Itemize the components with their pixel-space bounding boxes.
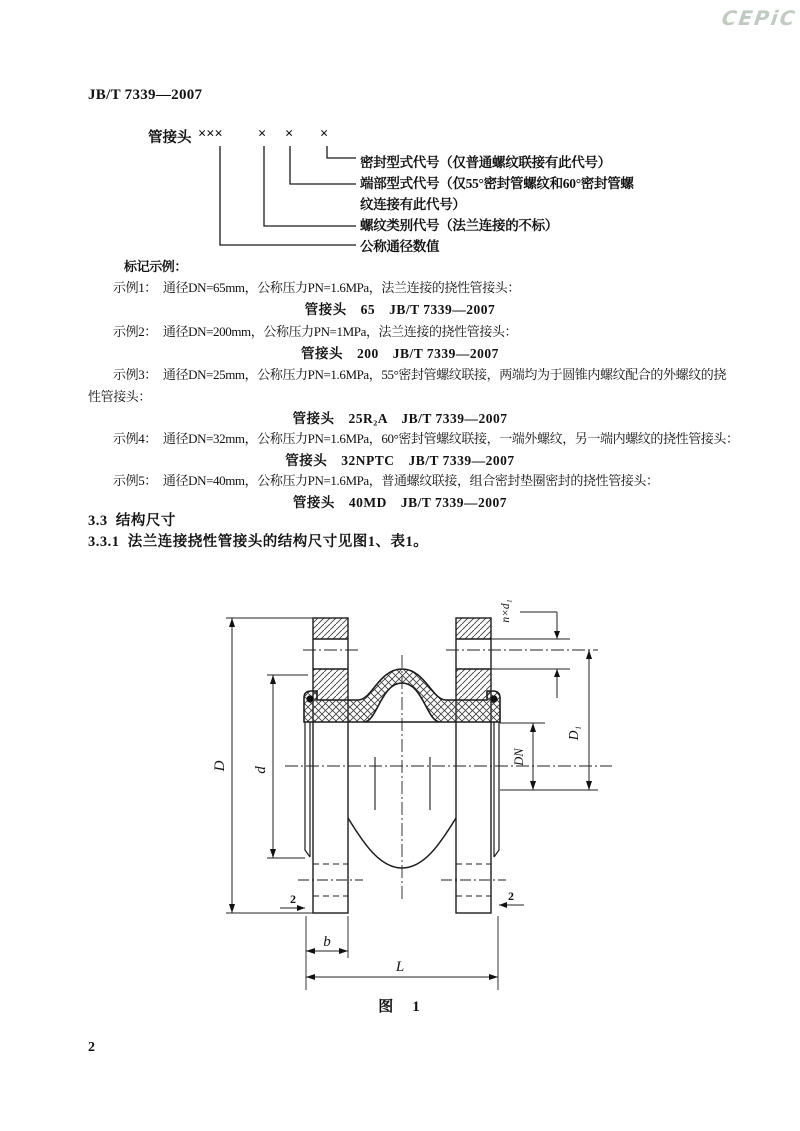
designation-code-group-3: × xyxy=(285,126,294,142)
cepic-watermark: CEPiC xyxy=(720,6,799,30)
example-1-text: 通径DN=65mm，公称压力PN=1.6MPa，法兰连接的挠性管接头： xyxy=(162,280,520,295)
example-1-mark: 管接头 65 JB/T 7339—2007 xyxy=(304,302,496,317)
example-2-label: 示例2： xyxy=(113,324,157,339)
example-2-text: 通径DN=200mm，公称压力PN=1MPa，法兰连接的挠性管接头： xyxy=(162,324,518,339)
callout-nominal-diameter: 公称通径数值 xyxy=(360,239,440,254)
example-3-desc xyxy=(113,364,726,383)
example-1-label: 示例1： xyxy=(113,280,157,295)
subsection-heading xyxy=(88,530,428,551)
designation-prefix: 管接头 xyxy=(148,130,192,146)
section-heading xyxy=(88,509,176,530)
example-2-mark: 管接头 200 JB/T 7339—2007 xyxy=(301,346,499,361)
seal-bead-left xyxy=(306,695,313,702)
example-3-label: 示例3： xyxy=(113,367,157,382)
example-1-desc xyxy=(113,277,520,296)
coupling-cross-section xyxy=(212,599,612,990)
extension-lines xyxy=(226,612,598,990)
figure-caption: 图 1 xyxy=(378,999,422,1015)
dim-label-D1: D₁ xyxy=(566,725,581,741)
example-3-mark: 管接头 25R₂A JB/T 7339—2007 xyxy=(292,411,508,426)
dim-label-n-d1: n×d₁ xyxy=(500,599,512,623)
callout-thread-class: 螺纹类别代号（法兰连接的不标） xyxy=(360,218,558,233)
dim-label-b: b xyxy=(323,934,331,950)
example-5-text: 通径DN=40mm，公称压力PN=1.6MPa，普通螺纹联接，组合密封垫圈密封的挠性管接头： xyxy=(162,473,659,488)
subsection-text: 法兰连接挠性管接头的结构尺寸见图1、表1。 xyxy=(127,534,429,550)
dim-label-DN: DN xyxy=(512,748,526,766)
standard-code: JB/T 7339—2007 xyxy=(88,87,203,103)
example-2-desc xyxy=(113,321,517,340)
seal-bead-right xyxy=(490,695,497,702)
section-number: 3.3 xyxy=(88,513,108,529)
centerlines xyxy=(285,650,612,900)
dimension-arrows xyxy=(229,618,592,980)
flange-section-hatch xyxy=(313,618,491,700)
designation-code-group-2: × xyxy=(258,126,267,142)
example-5-mark: 管接头 40MD JB/T 7339—2007 xyxy=(292,495,508,510)
examples-heading: 标记示例： xyxy=(124,259,188,274)
hidden-bolt-holes xyxy=(298,864,506,896)
designation-code-group-1: ××× xyxy=(198,126,223,142)
dim-label-d: d xyxy=(253,766,269,774)
callout-end-type-line2: 纹连接有此代号） xyxy=(360,197,466,212)
designation-leader-lines xyxy=(220,146,356,245)
example-4-desc xyxy=(113,428,739,447)
bellows-view-curve xyxy=(348,757,456,868)
dim-label-gap-right: 2 xyxy=(508,889,514,903)
dim-label-gap-left: 2 xyxy=(290,892,296,906)
flange-plates xyxy=(313,618,491,913)
designation-code-group-4: × xyxy=(320,126,329,142)
section-title: 结构尺寸 xyxy=(115,513,176,529)
dimension-lines xyxy=(232,612,589,977)
rubber-flange-edges xyxy=(305,722,499,857)
subsection-number: 3.3.1 xyxy=(88,534,120,550)
callout-seal-type: 密封型式代号（仅普通螺纹联接有此代号） xyxy=(360,155,611,170)
example-4-label: 示例4： xyxy=(113,431,157,446)
example-5-desc xyxy=(113,470,659,489)
example-4-mark: 管接头 32NPTC JB/T 7339—2007 xyxy=(285,453,515,468)
example-4-text: 通径DN=32mm，公称压力PN=1.6MPa，60°密封管螺纹联接，一端外螺纹，另一端内螺纹的挠性管接头： xyxy=(162,431,739,446)
example-5-label: 示例5： xyxy=(113,473,157,488)
page-number: 2 xyxy=(88,1040,95,1055)
example-3-desc-cont: 性管接头： xyxy=(88,389,152,404)
callout-end-type-line1: 端部型式代号（仅55°密封管螺纹和60°密封管螺 xyxy=(360,176,634,191)
rubber-bellows-section xyxy=(304,669,500,722)
dim-label-L: L xyxy=(395,959,405,975)
example-3-text: 通径DN=25mm，公称压力PN=1.6MPa，55°密封管螺纹联接，两端均为于圆锥内螺纹配合的外螺纹的挠 xyxy=(162,367,726,382)
dim-label-D: D xyxy=(212,760,228,772)
